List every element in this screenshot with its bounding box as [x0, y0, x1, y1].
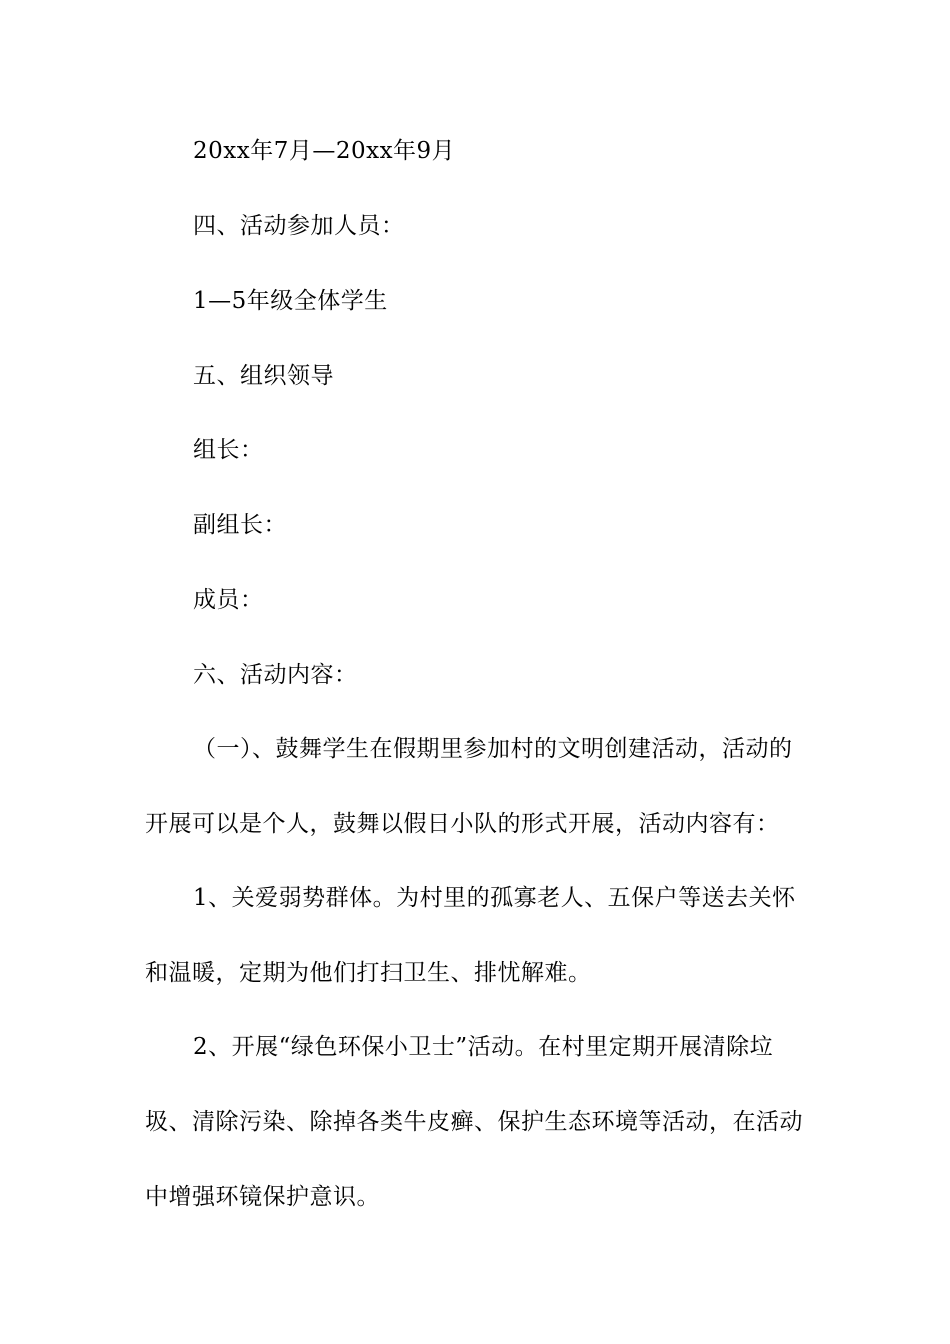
content-item-two: 2、开展“绿色环保小卫士”活动。在村里定期开展清除垃圾、清除污染、除掉各类牛皮癣、保护生态环境等活动，在活动中增强环镜保护意识。 [145, 1034, 803, 1210]
deputy-leader-label: 副组长： [193, 512, 287, 538]
content-item-one: 1、关爱弱势群体。为村里的孤寡老人、五保户等送去关怀和温暖，定期为他们打扫卫生、排忧解难。 [145, 885, 796, 986]
section-six-heading: 六、活动内容： [193, 662, 358, 688]
leader-label: 组长： [193, 437, 264, 463]
members-label: 成员： [193, 587, 264, 613]
section-five-heading: 五、组织领导 [193, 363, 334, 389]
section-four-heading: 四、活动参加人员： [193, 213, 405, 239]
participants-text: 1—5年级全体学生 [193, 288, 388, 314]
content-paragraph-one: （一）、鼓舞学生在假期里参加村的文明创建活动，活动的开展可以是个人，鼓舞以假日小队的形式开展，活动内容有： [145, 736, 793, 837]
activity-period: 20xx年7月—20xx年9月 [193, 138, 456, 164]
